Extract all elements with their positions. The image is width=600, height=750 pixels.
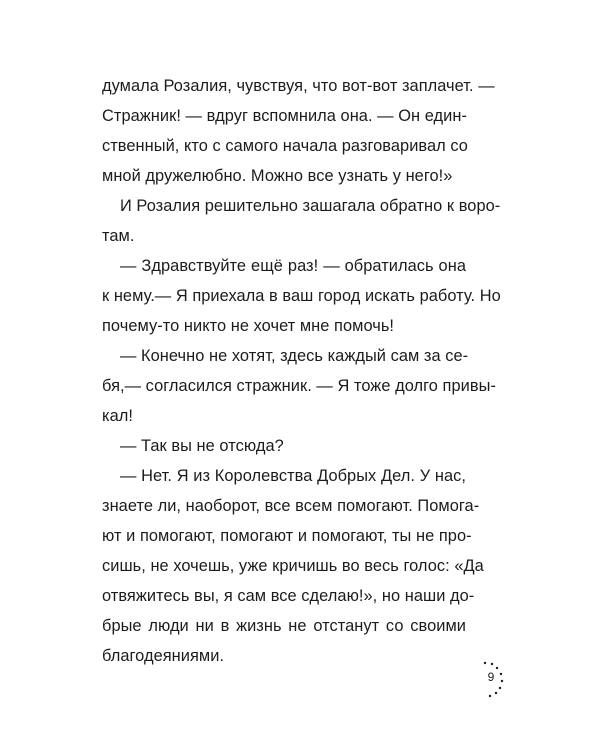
text-line: там. [102,227,135,245]
text-line: бя,— согласился стражник. — Я тоже долго привы- [102,377,496,395]
text-line: — Здравствуйте ещё раз! — обратилась она [120,257,466,275]
page-number-ornament [476,660,506,698]
text-line: почему-то никто не хочет мне помочь! [102,317,395,335]
text-line: Стражник! — вдруг вспомнила она. — Он един- [102,107,467,125]
text-line: ственный, кто с самого начала разговаривал со [102,137,468,155]
text-line: знаете ли, наоборот, все всем помогают. Помога- [102,497,480,515]
text-line: — Так вы не отсюда? [120,437,284,455]
text-line: мной дружелюбно. Можно все узнать у него!» [102,167,453,185]
text-line: И Розалия решительно зашагала обратно к воро- [120,197,501,215]
text-line: к нему.— Я приехала в ваш город искать работу. Но [102,287,501,305]
page-number: 9 [487,670,495,684]
text-line: брые люди ни в жизнь не отстанут со своими [102,617,466,635]
text-line: ют и помогают, помогают и помогают, ты не про- [102,527,472,545]
text-line: — Нет. Я из Королевства Добрых Дел. У нас, [120,467,466,485]
text-line: кал! [102,407,133,425]
text-line: благодеяниями. [102,647,225,665]
text-line: сишь, не хочешь, уже кричишь во весь голос: «Да [102,557,484,575]
text-line: думала Розалия, чувствуя, что вот-вот заплачет. — [102,77,495,95]
text-line: отвяжитесь вы, я сам все сделаю!», но наши до- [102,587,475,605]
text-line: — Конечно не хотят, здесь каждый сам за се- [120,347,469,365]
